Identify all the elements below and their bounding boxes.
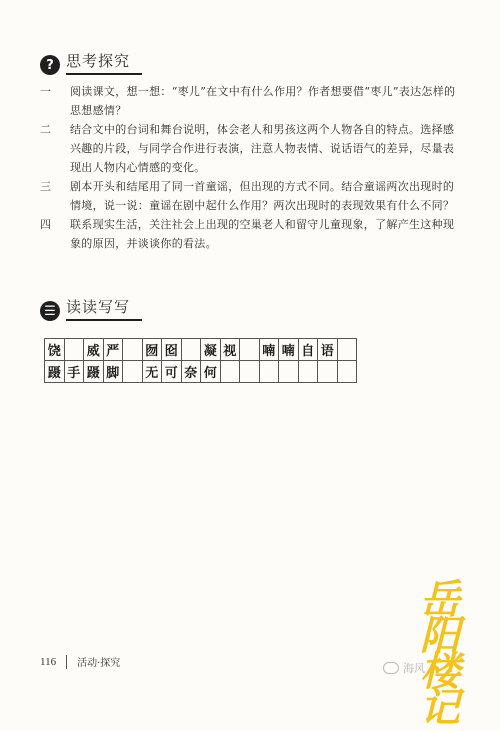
grid-cell — [181, 339, 201, 361]
logo-text: 岳阳楼记 — [420, 577, 460, 731]
grid-cell: 饶 — [45, 339, 65, 361]
question-number: 三 — [40, 180, 51, 193]
grid-cell: 蹑 — [45, 361, 65, 383]
grid-cell — [259, 361, 279, 383]
question-item — [40, 177, 460, 215]
grid-cell: 奈 — [181, 361, 201, 383]
question-text: 阅读课文，想一想：“枣儿”在文中有什么作用？作者想要借“枣儿”表达怎样的思想感情？ — [70, 85, 456, 117]
grid-cell: 蹑 — [84, 361, 104, 383]
grid-cell — [318, 361, 338, 383]
grid-cell — [298, 361, 318, 383]
footer-section-label: 活动·探究 — [77, 658, 121, 669]
section-heading-reading — [40, 296, 142, 321]
grid-cell — [64, 339, 84, 361]
grid-cell: 威 — [84, 339, 104, 361]
question-list — [40, 82, 460, 253]
question-number: 一 — [40, 85, 51, 98]
grid-cell: 脚 — [103, 361, 123, 383]
question-number: 二 — [40, 123, 51, 136]
page-footer — [40, 654, 120, 669]
question-number: 四 — [40, 218, 51, 231]
grid-cell — [123, 361, 143, 383]
grid-cell — [240, 361, 260, 383]
watermark — [383, 660, 425, 676]
list-lines-icon: ☰ — [40, 301, 60, 321]
grid-cell: 囫 — [142, 339, 162, 361]
question-item — [40, 215, 460, 253]
grid-cell: 无 — [142, 361, 162, 383]
section-title: 读读写写 — [66, 296, 142, 321]
question-text: 结合文中的台词和舞台说明，体会老人和男孩这两个人物各自的特点。选择感兴趣的片段，与同学合作进行表演，注意人物表情、说话语气的差异，尽量表现出人物内心情感的变化。 — [70, 123, 455, 174]
question-item — [40, 120, 460, 177]
grid-cell: 严 — [103, 339, 123, 361]
grid-cell: 手 — [64, 361, 84, 383]
watermark-text: 海风 — [403, 662, 425, 675]
grid-cell — [337, 361, 357, 383]
watermark-logo — [420, 577, 496, 731]
chat-bubble-icon — [383, 662, 399, 674]
question-text: 联系现实生活，关注社会上出现的空巢老人和留守儿童现象，了解产生这种现象的原因，并谈谈你的看法。 — [70, 218, 455, 250]
grid-cell: 喃 — [259, 339, 279, 361]
grid-cell — [279, 361, 299, 383]
grid-row — [45, 339, 357, 361]
grid-cell: 语 — [318, 339, 338, 361]
grid-cell — [123, 339, 143, 361]
grid-cell — [337, 339, 357, 361]
question-item — [40, 82, 460, 120]
grid-cell: 凝 — [201, 339, 221, 361]
section-title: 思考探究 — [66, 50, 142, 75]
grid-cell — [240, 339, 260, 361]
grid-cell: 自 — [298, 339, 318, 361]
section-heading-thinking — [40, 50, 142, 75]
question-mark-icon: ? — [40, 55, 60, 75]
grid-cell: 囵 — [162, 339, 182, 361]
page-number: 116 — [40, 655, 57, 668]
grid-cell: 可 — [162, 361, 182, 383]
vocabulary-grid — [44, 338, 357, 383]
grid-cell — [220, 361, 240, 383]
grid-cell: 视 — [220, 339, 240, 361]
grid-cell: 何 — [201, 361, 221, 383]
question-text: 剧本开头和结尾用了同一首童谣，但出现的方式不同。结合童谣两次出现时的情境，说一说：童谣在剧中起什么作用？两次出现时的表现效果有什么不同？ — [70, 180, 455, 212]
grid-cell: 喃 — [279, 339, 299, 361]
footer-divider — [66, 655, 67, 669]
grid-row — [45, 361, 357, 383]
